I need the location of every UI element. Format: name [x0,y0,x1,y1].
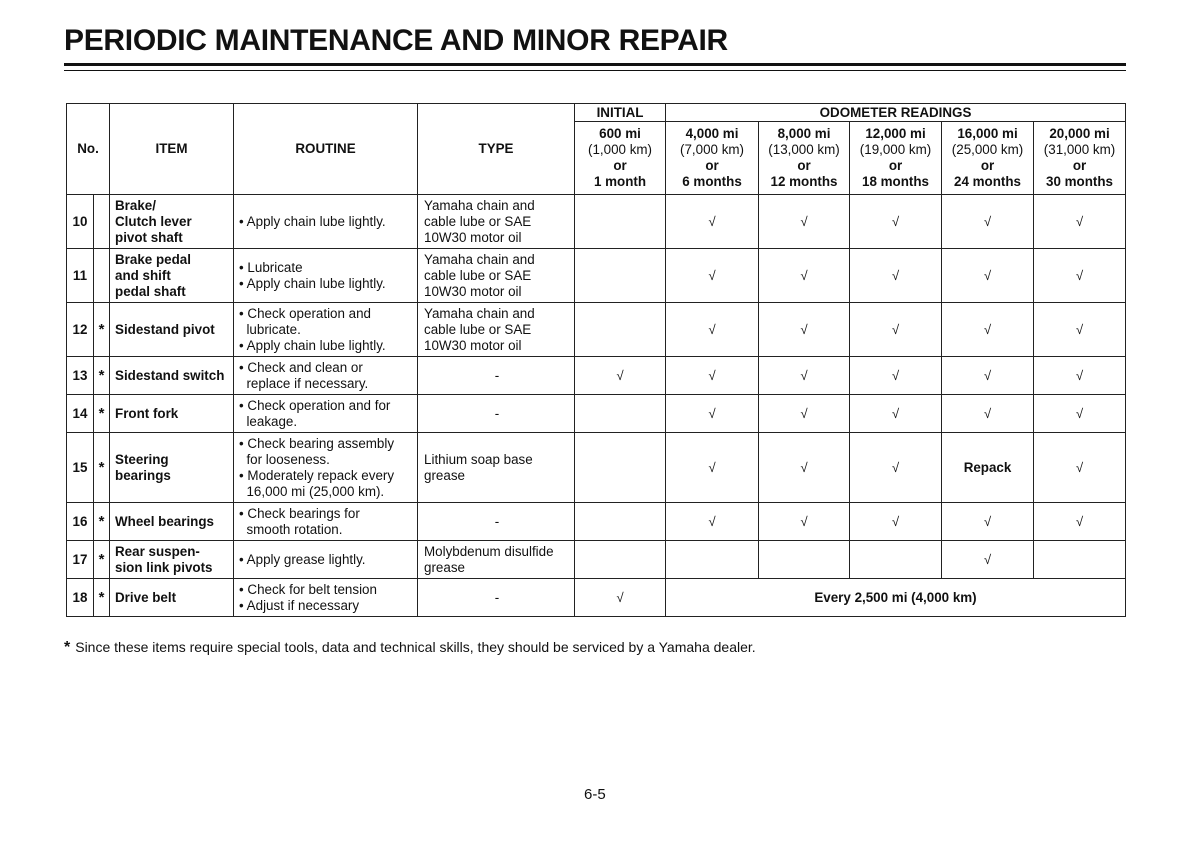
empty-cell [575,541,666,579]
interval-miles: 4,000 mi [685,126,739,141]
interval-header [575,122,666,195]
repack-note: Repack [942,433,1034,503]
type-line: Yamaha chain and [424,251,535,267]
type-line: Yamaha chain and [424,197,535,213]
empty-cell [850,541,942,579]
routine-line: • Check bearing assembly [239,435,395,451]
routine-line: • Apply chain lube lightly. [239,213,386,229]
check-mark: √ [666,433,759,503]
check-mark: √ [759,303,850,357]
empty-cell [575,303,666,357]
routine-line: • Moderately repack every [239,467,395,483]
item-line: Sidestand pivot [115,321,215,337]
type-line: Yamaha chain and [424,305,535,321]
routine-line: • Lubricate [239,259,303,275]
row-item [110,357,234,395]
check-mark: √ [942,395,1034,433]
interval-note: Every 2,500 mi (4,000 km) [666,579,1126,617]
interval-or: or [980,158,995,173]
row-item [110,303,234,357]
check-mark: √ [942,195,1034,249]
check-mark: √ [850,503,942,541]
row-type [418,503,575,541]
check-mark: √ [850,195,942,249]
dealer-service-marker [94,249,110,303]
check-mark: √ [942,303,1034,357]
item-line: bearings [115,467,171,483]
row-number: 16 [67,503,94,541]
check-mark: √ [666,249,759,303]
routine-line: lubricate. [239,321,301,337]
item-line: and shift [115,267,171,283]
table-row [67,433,1126,503]
row-routine [234,541,418,579]
row-type [418,433,575,503]
type-line: Molybdenum disulfide [424,543,554,559]
empty-cell [759,541,850,579]
empty-cell [1034,541,1126,579]
interval-header [666,122,759,195]
item-line: Drive belt [115,589,177,605]
interval-or: or [1072,158,1087,173]
interval-miles: 600 mi [599,126,641,141]
header-type: TYPE [418,104,575,195]
row-routine [234,503,418,541]
routine-line: • Apply chain lube lightly. [239,275,386,291]
row-routine [234,303,418,357]
row-number: 10 [67,195,94,249]
interval-header [759,122,850,195]
routine-line: • Check for belt tension [239,581,377,597]
check-mark: √ [759,395,850,433]
check-mark: √ [1034,303,1126,357]
row-number: 18 [67,579,94,617]
item-line: pedal shaft [115,283,186,299]
interval-or: or [797,158,811,173]
routine-line: • Apply chain lube lightly. [239,337,386,353]
type-line: - [494,367,500,383]
maintenance-table-container [66,103,1125,617]
row-number: 15 [67,433,94,503]
check-mark: √ [666,195,759,249]
interval-months: 24 months [954,174,1021,189]
type-line: 10W30 motor oil [424,283,522,299]
type-line: 10W30 motor oil [424,337,522,353]
footnote-star: * [64,639,71,656]
interval-months: 30 months [1046,174,1113,189]
table-row [67,303,1126,357]
dealer-service-marker [94,195,110,249]
routine-line: • Adjust if necessary [239,597,360,613]
title-rule [64,63,1126,71]
row-routine [234,195,418,249]
check-mark: √ [1034,395,1126,433]
row-item [110,433,234,503]
check-mark: √ [850,249,942,303]
check-mark: √ [759,503,850,541]
check-mark: √ [942,357,1034,395]
type-line: cable lube or SAE [424,267,532,283]
interval-months: 18 months [862,174,929,189]
table-row [67,541,1126,579]
item-line: Front fork [115,405,179,421]
dealer-service-marker: * [94,503,110,541]
interval-km: (7,000 km) [680,142,745,157]
dealer-service-marker: * [94,357,110,395]
interval-km: (31,000 km) [1043,142,1116,157]
empty-cell [575,433,666,503]
item-line: Brake pedal [115,251,191,267]
dealer-service-marker: * [94,433,110,503]
type-line: cable lube or SAE [424,321,532,337]
empty-cell [575,395,666,433]
interval-months: 12 months [770,174,838,189]
check-mark: √ [942,541,1034,579]
check-mark: √ [1034,249,1126,303]
page-title: PERIODIC MAINTENANCE AND MINOR REPAIR [64,24,728,57]
dealer-service-marker: * [94,579,110,617]
footnote-text: Since these items require special tools, data and technical skills, they should be serviced by a Yamaha dealer. [75,639,756,655]
dealer-service-marker: * [94,303,110,357]
row-item [110,195,234,249]
interval-or: or [613,158,627,173]
interval-km: (25,000 km) [951,142,1024,157]
check-mark: √ [575,357,666,395]
row-item [110,541,234,579]
row-number: 17 [67,541,94,579]
type-line: - [494,513,500,529]
type-line: cable lube or SAE [424,213,532,229]
page-number: 6-5 [584,786,606,803]
table-row [67,395,1126,433]
row-type [418,249,575,303]
interval-or: or [888,158,903,173]
type-line: grease [424,467,465,483]
check-mark: √ [666,503,759,541]
empty-cell [575,503,666,541]
table-row [67,503,1126,541]
type-line: - [494,405,500,421]
maintenance-table [66,103,1126,617]
routine-line: • Check bearings for [239,505,360,521]
row-routine [234,579,418,617]
check-mark: √ [1034,433,1126,503]
type-line: grease [424,559,465,575]
interval-miles: 12,000 mi [865,126,926,141]
item-line: Rear suspen- [115,543,200,559]
row-item [110,503,234,541]
interval-months: 6 months [682,174,742,189]
row-type [418,395,575,433]
row-type [418,579,575,617]
row-number: 14 [67,395,94,433]
table-row [67,579,1126,617]
header-no: No. [67,104,110,195]
empty-cell [575,195,666,249]
routine-line: leakage. [239,413,298,429]
routine-line: 16,000 mi (25,000 km). [239,483,385,499]
interval-months: 1 month [593,174,647,189]
item-line: pivot shaft [115,229,183,245]
header-odometer-readings: ODOMETER READINGS [666,104,1126,122]
interval-km: (19,000 km) [859,142,932,157]
interval-miles: 16,000 mi [957,126,1018,141]
interval-km: (13,000 km) [768,142,840,157]
item-line: sion link pivots [115,559,213,575]
check-mark: √ [666,357,759,395]
check-mark: √ [1034,195,1126,249]
dealer-service-marker: * [94,395,110,433]
empty-cell [575,249,666,303]
check-mark: √ [759,195,850,249]
check-mark: √ [850,395,942,433]
header-item: ITEM [110,104,234,195]
row-routine [234,357,418,395]
item-line: Wheel bearings [115,513,214,529]
empty-cell [666,541,759,579]
check-mark: √ [942,249,1034,303]
check-mark: √ [1034,357,1126,395]
check-mark: √ [666,303,759,357]
check-mark: √ [1034,503,1126,541]
row-item [110,579,234,617]
row-routine [234,433,418,503]
interval-header [850,122,942,195]
row-type [418,541,575,579]
row-number: 12 [67,303,94,357]
item-line: Clutch lever [115,213,192,229]
dealer-service-marker: * [94,541,110,579]
routine-line: replace if necessary. [239,375,369,391]
check-mark: √ [575,579,666,617]
routine-line: smooth rotation. [239,521,343,537]
check-mark: √ [759,357,850,395]
row-routine [234,395,418,433]
interval-miles: 20,000 mi [1049,126,1110,141]
item-line: Brake/ [115,197,156,213]
table-row [67,195,1126,249]
header-initial: INITIAL [575,104,666,122]
interval-miles: 8,000 mi [777,126,831,141]
row-type [418,303,575,357]
check-mark: √ [850,433,942,503]
row-item [110,249,234,303]
interval-km: (1,000 km) [588,142,653,157]
item-line: Sidestand switch [115,367,225,383]
table-row [67,357,1126,395]
check-mark: √ [666,395,759,433]
type-line: Lithium soap base [424,451,533,467]
header-routine: ROUTINE [234,104,418,195]
routine-line: • Check and clean or [239,359,363,375]
row-number: 11 [67,249,94,303]
item-line: Steering [115,451,169,467]
check-mark: √ [759,249,850,303]
check-mark: √ [942,503,1034,541]
row-item [110,395,234,433]
row-type [418,195,575,249]
routine-line: • Check operation and for [239,397,391,413]
interval-header [942,122,1034,195]
type-line: - [494,589,500,605]
interval-or: or [705,158,719,173]
routine-line: • Apply grease lightly. [239,551,366,567]
row-type [418,357,575,395]
table-row [67,249,1126,303]
check-mark: √ [850,357,942,395]
check-mark: √ [850,303,942,357]
routine-line: • Check operation and [239,305,371,321]
row-routine [234,249,418,303]
check-mark: √ [759,433,850,503]
interval-header [1034,122,1126,195]
type-line: 10W30 motor oil [424,229,522,245]
footnote [64,639,756,657]
routine-line: for looseness. [239,451,330,467]
row-number: 13 [67,357,94,395]
